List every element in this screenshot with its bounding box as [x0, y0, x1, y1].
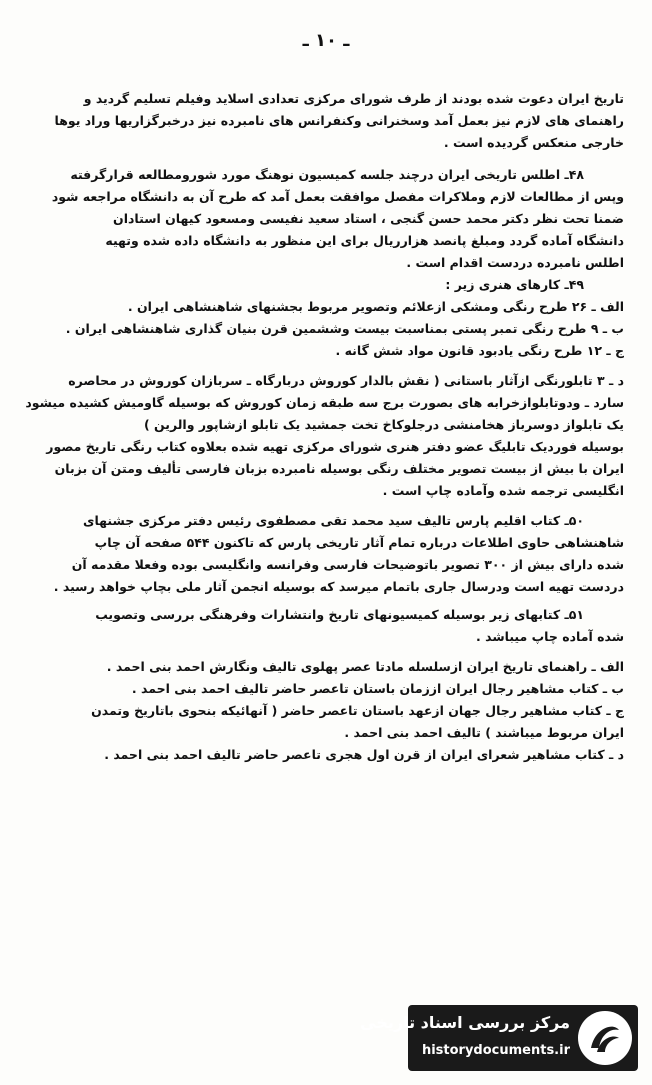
text-line: انگلیسی ترجمه شده وآماده چاپ است .	[382, 483, 624, 498]
text-line: اطلس نامبرده دردست اقدام است .	[406, 255, 624, 270]
document-body	[24, 88, 624, 766]
text-line: وپس از مطالعات لازم وملاکرات مفصل موافقت بعمل آمد که طرح آن به دانشگاه مراجعه شود	[51, 189, 624, 204]
watermark-logo	[360, 1005, 638, 1071]
text-line: د ـ کتاب مشاهیر شعرای ایران از قرن اول هجری تاعصر حاضر تالیف احمد بنی احمد .	[104, 747, 624, 762]
text-line: بوسیله فوردیک تابلیگ عضو دفتر هنری شورای مرکزی تهیه شده بعلاوه کتاب رنگی تاریخ مصور	[46, 439, 624, 454]
text-line: شده آماده چاپ میباشد .	[476, 629, 624, 644]
text-line: شده دارای بیش از ۳۰۰ تصویر باتوضیحات فارسی وفرانسه وانگلیسی بوده وفعلا مقدمه آن	[71, 557, 624, 572]
text-line: تاریخ ایران دعوت شده بودند از طرف شورای مرکزی تعدادی اسلاید وفیلم تسلیم گردید و	[83, 91, 624, 106]
text-line: دردست تهیه است ودرسال جاری باتمام میرسد که بوسیله انجمن آثار ملی بچاپ خواهد رسید .	[53, 579, 624, 594]
text-line: خارجی منعکس گردیده است .	[443, 135, 624, 150]
text-line: ایران مربوط میباشند ) تالیف احمد بنی احمد .	[344, 725, 624, 740]
text-line: شاهنشاهی حاوی اطلاعات درباره تمام آثار تاریخی پارس که تاکنون ۵۴۴ صفحه آن چاپ	[94, 535, 624, 550]
text-line: سارد ـ ودوتابلوازخرابه های بصورت برج سه طبقه زمان کوروش که بوسیله گاومیش کشیده میشود	[25, 395, 624, 410]
text-line: ب ـ ۹ طرح رنگی تمبر پستی بمناسبت بیست وششمین قرن بنیان گذاری شاهنشاهی ایران .	[65, 321, 624, 336]
item-48-heading: ۴۸ـ اطلس تاریخی ایران درچند جلسه کمیسیون نوهنگ مورد شورومطالعه قرارگرفته	[70, 167, 584, 182]
text-line: یک تابلواز دوسرباز هخامنشی درجلوکاخ تخت جمشید یک تابلو ازشاپور والرین )	[143, 417, 624, 432]
text-line: ایران با بیش از بیست تصویر مختلف رنگی بوسیله نامبرده بزبان فارسی تألیف ومتن آن بزبان	[54, 461, 624, 476]
item-51-heading: ۵۱ـ کتابهای زیر بوسیله کمیسیونهای تاریخ وانتشارات وفرهنگی بررسی وتصویب	[95, 607, 584, 622]
text-line: ج ـ ۱۲ طرح رنگی یادبود قانون مواد شش گانه .	[335, 343, 624, 358]
item-49-heading: ۴۹ـ کارهای هنری زیر :	[445, 277, 584, 292]
text-line: دانشگاه آماده گردد ومبلغ پانصد هزارریال برای این منظور به دانشگاه داده شده وتهیه	[105, 233, 624, 248]
text-line: ضمنا تحت نظر دکتر محمد حسن گنجی ، استاد سعید نفیسی ومسعود کیهان استادان	[113, 211, 624, 226]
watermark-name: مرکز بررسی اسناد تاریخی	[360, 1013, 570, 1032]
text-line: الف ـ راهنمای تاریخ ایران ازسلسله مادتا عصر پهلوی تالیف ونگارش احمد بنی احمد .	[106, 659, 624, 674]
watermark-url: historydocuments.ir	[421, 1043, 570, 1058]
page-number: ـ ۱۰ ـ	[302, 30, 350, 51]
text-line: راهنمای های لازم نیز بعمل آمد وسخنرانی وکنفرانس های نامبرده نیز درخبرگزاریها وراد یوها	[54, 113, 624, 128]
text-line: الف ـ ۲۶ طرح رنگی ومشکی ازعلائم وتصویر مربوط بجشنهای شاهنشاهی ایران .	[127, 299, 624, 314]
scroll-emblem-icon	[578, 1011, 632, 1065]
item-50-heading: ۵۰ـ کتاب اقلیم پارس تالیف سید محمد تقی مصطفوی رئیس دفتر مرکزی جشنهای	[83, 513, 584, 528]
text-line: ب ـ کتاب مشاهیر رجال ایران اززمان باستان تاعصر حاضر تالیف احمد بنی احمد .	[131, 681, 624, 696]
text-line: د ـ ۳ تابلورنگی ازآثار باستانی ( نقش بالدار کوروش دربارگاه ـ سربازان کوروش در محاصره	[68, 373, 624, 388]
text-line: ج ـ کتاب مشاهیر رجال جهان ازعهد باستان تاعصر حاضر ( آنهائیکه بنحوی باتاریخ وتمدن	[91, 703, 624, 718]
